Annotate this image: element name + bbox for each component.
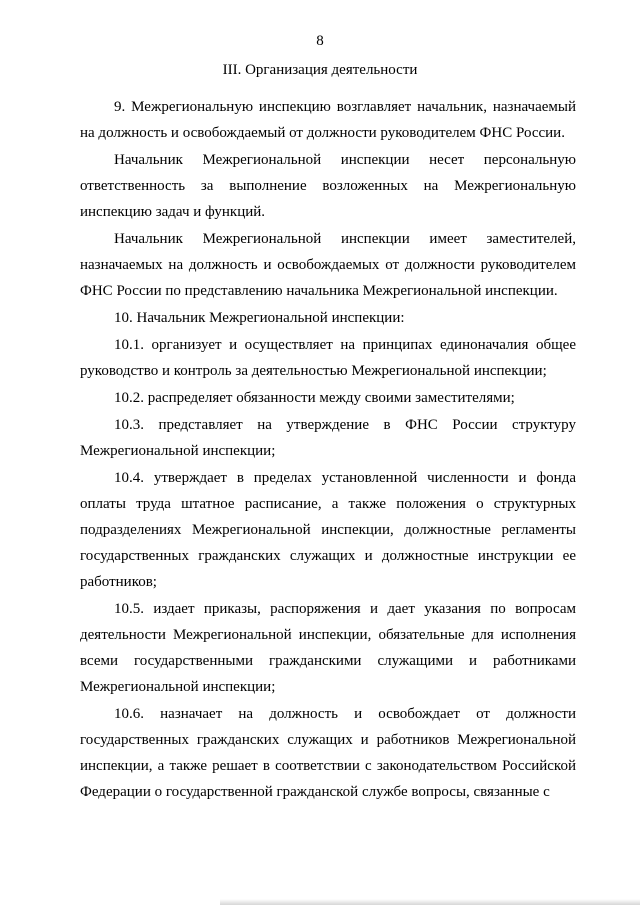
paragraph-10-1: 10.1. организует и осуществляет на принципах единоначалия общее руководство и контроль за деятельностью Межрегиональной инспекции; (80, 337, 576, 379)
paragraph-10-2: 10.2. распределяет обязанности между своими заместителями; (114, 390, 515, 406)
scan-edge-shadow (220, 899, 640, 905)
paragraph-10-3: 10.3. представляет на утверждение в ФНС России структуру Межрегиональной инспекции; (80, 417, 576, 459)
section-title: III. Организация деятельности (222, 62, 418, 78)
paragraph-10-5: 10.5. издает приказы, распоряжения и дает указания по вопросам деятельности Межрегиональной инспекции, обязательные для исполнения всеми государственными гражданскими служащими и работниками Межрегиональной инспекции; (80, 601, 576, 695)
document-body (80, 94, 576, 806)
paragraph-head-responsibility: Начальник Межрегиональной инспекции несет персональную ответственность за выполнение возложенных на Межрегиональную инспекцию задач и функций. (80, 152, 576, 220)
paragraph-10-4: 10.4. утверждает в пределах установленной численности и фонда оплаты труда штатное расписание, а также положения о структурных подразделениях Межрегиональной инспекции, должностные регламенты государственных гражданских служащих и должностные инструкции ее работников; (80, 470, 576, 590)
paragraph-head-deputies: Начальник Межрегиональной инспекции имеет заместителей, назначаемых на должность и освобождаемых от должности руководителем ФНС России по представлению начальника Межрегиональной инспекции. (80, 231, 576, 299)
paragraph-10-6: 10.6. назначает на должность и освобождает от должности государственных гражданских служащих и работников Межрегиональной инспекции, а также решает в соответствии с законодательством Российской Федерации о государственной гражданской службе вопросы, связанные с (80, 706, 576, 800)
paragraph-9: 9. Межрегиональную инспекцию возглавляет начальник, назначаемый на должность и освобождаемый от должности руководителем ФНС России. (80, 99, 576, 141)
page-number: 8 (316, 33, 324, 49)
paragraph-10: 10. Начальник Межрегиональной инспекции: (114, 310, 405, 326)
